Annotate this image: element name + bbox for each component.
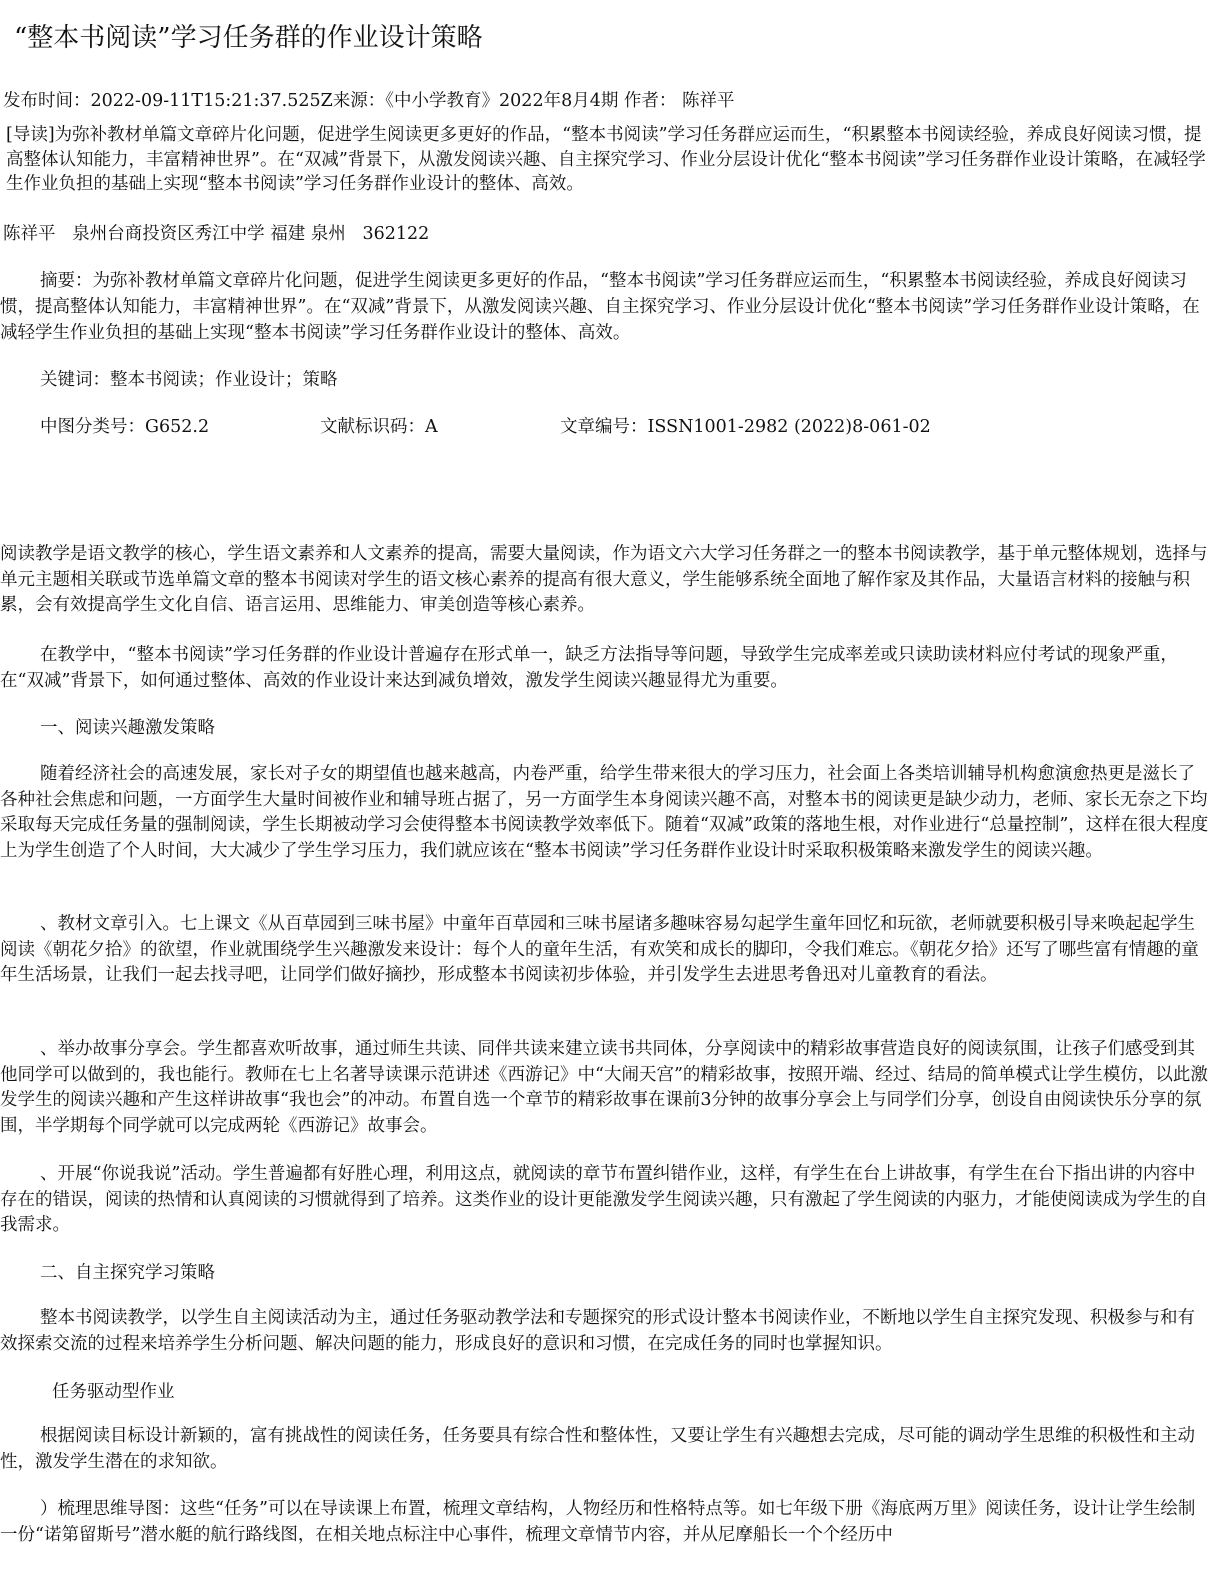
abstract: 摘要：为弥补教材单篇文章碎片化问题，促进学生阅读更多更好的作品，“整本书阅读”学习任务群应运而生，“积累整本书阅读经验，养成良好阅读习惯，提高整体认知能力，丰富精神世界”。在“双减”背景下，从激发阅读兴趣、自主探究学习、作业分层设计优化“整本书阅读”学习任务群作业设计策略，在减轻学生作业负担的基础上实现“整本书阅读”学习任务群作业设计的整体、高效。 xyxy=(0,271,1200,343)
body-paragraph: 、开展“你说我说”活动。学生普遍都有好胜心理，利用这点，就阅读的章节布置纠错作业，这样，有学生在台上讲故事，有学生在台下指出讲的内容中存在的错误，阅读的热情和认真阅读的习惯就得到了培养。这类作业的设计更能激发学生阅读兴趣，只有激起了学生阅读的内驱力，才能使阅读成为学生的自我需求。 xyxy=(0,1164,1208,1235)
classification-number: 中图分类号：G652.2 xyxy=(40,417,210,437)
body-paragraph: 、教材文章引入。七上课文《从百草园到三味书屋》中童年百草园和三味书屋诸多趣味容易勾起学生童年回忆和玩欲，老师就要积极引导来唤起起学生阅读《朝花夕拾》的欲望，作业就围绕学生兴趣激发来设计：每个人的童年生活，有欢笑和成长的脚印，令我们难忘。《朝花夕拾》还写了哪些富有情趣的童年生活场景，让我们一起去找寻吧，让同学们做好摘抄，形成整本书阅读初步体验，并引发学生去进思考鲁迅对儿童教育的看法。 xyxy=(0,914,1199,985)
section-heading: 一、阅读兴趣激发策略 xyxy=(40,718,215,738)
author-affiliation: 陈祥平 泉州台商投资区秀江中学 福建 泉州 362122 xyxy=(3,224,430,244)
section-heading: 二、自主探究学习策略 xyxy=(40,1263,215,1283)
body-paragraph: 随着经济社会的高速发展，家长对子女的期望值也越来越高，内卷严重，给学生带来很大的学习压力，社会面上各类培训辅导机构愈演愈热更是滋长了各种社会焦虑和问题，一方面学生大量时间被作业和辅导班占据了，另一方面学生本身阅读兴趣不高，对整本书的阅读更是缺少动力，老师、家长无奈之下均采取每天完成任务量的强制阅读，学生长期被动学习会使得整本书阅读教学效率低下。随着“双减”政策的落地生根，对作业进行“总量控制”，这样在很大程度上为学生创造了个人时间，大大减少了学生学习压力，我们就应该在“整本书阅读”学习任务群作业设计时采取积极策略来激发学生的阅读兴趣。 xyxy=(0,764,1209,861)
body-paragraph: 、举办故事分享会。学生都喜欢听故事，通过师生共读、同伴共读来建立读书共同体，分享阅读中的精彩故事营造良好的阅读氛围，让孩子们感受到其他同学可以做到的，我也能行。教师在七上名著导读课示范讲述《西游记》中“大闹天宫”的精彩故事，按照开端、经过、结局的简单模式让学生模仿，以此激发学生的阅读兴趣和产生这样讲故事“我也会”的冲动。布置自选一个章节的精彩故事在课前3分钟的故事分享会上与同学们分享，创设自由阅读快乐分享的氛围，半学期每个同学就可以完成两轮《西游记》故事会。 xyxy=(0,1039,1208,1136)
publish-meta: 发布时间：2022-09-11T15:21:37.525Z来源：《中小学教育》2022年8月4期 作者： 陈祥平 xyxy=(3,91,735,111)
body-paragraph: 整本书阅读教学，以学生自主阅读活动为主，通过任务驱动教学法和专题探究的形式设计整本书阅读作业，不断地以学生自主探究发现、积极参与和有效探索交流的过程来培养学生分析问题、解决问题的能力，形成良好的意识和习惯，在完成任务的同时也掌握知识。 xyxy=(0,1308,1195,1354)
article-title: “整本书阅读”学习任务群的作业设计策略 xyxy=(14,23,483,53)
body-paragraph: 根据阅读目标设计新颖的，富有挑战性的阅读任务，任务要具有综合性和整体性，又要让学生有兴趣想去完成，尽可能的调动学生思维的积极性和主动性，激发学生潜在的求知欲。 xyxy=(0,1426,1195,1472)
keywords: 关键词：整本书阅读；作业设计；策略 xyxy=(40,370,338,390)
classification-row xyxy=(40,415,1040,439)
body-paragraph: 阅读教学是语文教学的核心，学生语文素养和人文素养的提高，需要大量阅读，作为语文六大学习任务群之一的整本书阅读教学，基于单元整体规划，选择与单元主题相关联或节选单篇文章的整本书阅读对学生的语文核心素养的提高有很大意义，学生能够系统全面地了解作家及其作品，大量语言材料的接触与积累，会有效提高学生文化自信、语言运用、思维能力、审美创造等核心素养。 xyxy=(0,544,1208,615)
subsection-heading: 任务驱动型作业 xyxy=(52,1382,175,1402)
lead-summary: [导读]为弥补教材单篇文章碎片化问题，促进学生阅读更多更好的作品，“整本书阅读”学习任务群应运而生，“积累整本书阅读经验，养成良好阅读习惯，提高整体认知能力，丰富精神世界”。在“双减”背景下，从激发阅读兴趣、自主探究学习、作业分层设计优化“整本书阅读”学习任务群作业设计策略，在减轻学生作业负担的基础上实现“整本书阅读”学习任务群作业设计的整体、高效。 xyxy=(6,125,1206,194)
body-paragraph: 在教学中，“整本书阅读”学习任务群的作业设计普遍存在形式单一，缺乏方法指导等问题，导致学生完成率差或只读助读材料应付考试的现象严重，在“双减”背景下，如何通过整体、高效的作业设计来达到减负增效，激发学生阅读兴趣显得尤为重要。 xyxy=(0,645,1178,691)
article-number: 文章编号：ISSN1001-2982 (2022)8-061-02 xyxy=(560,417,931,437)
body-paragraph: ）梳理思维导图：这些“任务”可以在导读课上布置，梳理文章结构，人物经历和性格特点等。如七年级下册《海底两万里》阅读任务，设计让学生绘制一份“诺第留斯号”潜水艇的航行路线图，在相关地点标注中心事件，梳理文章情节内容，并从尼摩船长一个个经历中 xyxy=(0,1499,1196,1545)
document-code: 文献标识码：A xyxy=(320,417,438,437)
